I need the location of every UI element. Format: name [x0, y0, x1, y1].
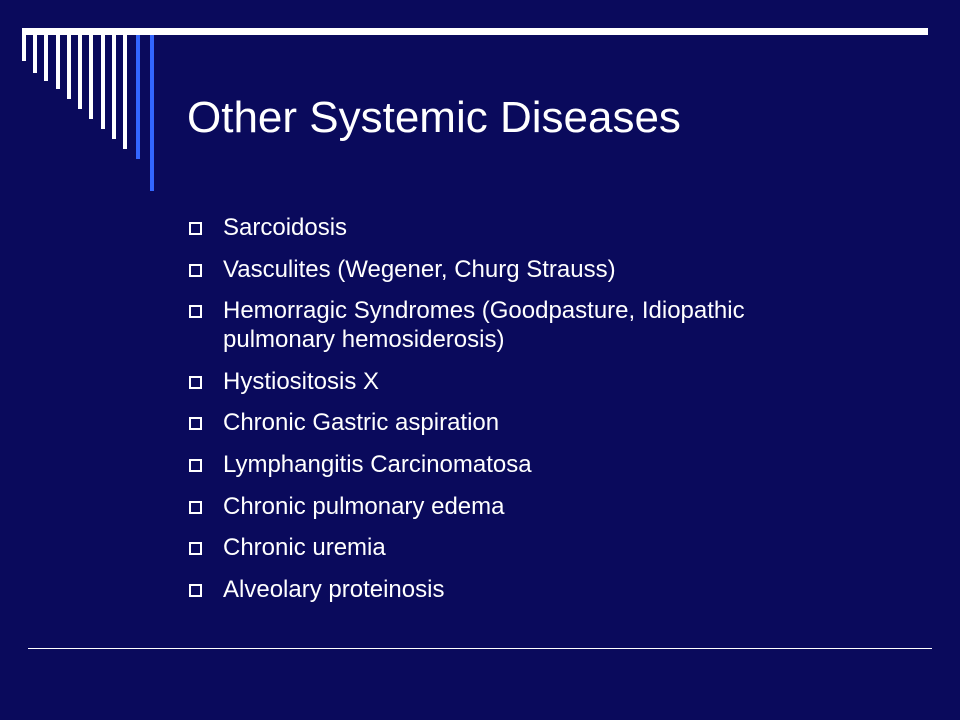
decorative-bar — [33, 35, 37, 73]
bullet-text: Chronic pulmonary edema — [223, 492, 505, 520]
bullet-text: Hystiositosis X — [223, 367, 380, 395]
decorative-bar — [136, 35, 140, 159]
hollow-square-icon — [189, 222, 202, 235]
decorative-bar — [89, 35, 93, 119]
decorative-bar — [78, 35, 82, 109]
hollow-square-icon — [189, 459, 202, 472]
bullet-text: Hemorragic Syndromes (Goodpasture, Idiopathic pulmonary hemosiderosis) — [223, 297, 745, 354]
bullet-item — [186, 296, 783, 354]
decorative-bar — [101, 35, 105, 129]
bullet-text: Chronic uremia — [223, 534, 386, 562]
decorative-bar — [67, 35, 71, 99]
bottom-rule — [28, 648, 932, 649]
decorative-bar — [150, 35, 154, 191]
decorative-bar — [56, 35, 60, 89]
hollow-square-icon — [189, 376, 202, 389]
hollow-square-icon — [189, 501, 202, 514]
slide-title: Other Systemic Diseases — [187, 93, 681, 142]
bullet-item — [186, 575, 926, 604]
decorative-bar — [123, 35, 127, 149]
bullet-item — [186, 408, 926, 437]
bullet-item — [186, 533, 926, 562]
bullet-text: Lymphangitis Carcinomatosa — [223, 450, 532, 478]
bullet-text: Alveolary proteinosis — [223, 575, 445, 603]
decorative-bars — [0, 0, 200, 200]
hollow-square-icon — [189, 584, 202, 597]
bullet-list — [186, 213, 926, 616]
hollow-square-icon — [189, 542, 202, 555]
decorative-bar — [44, 35, 48, 81]
bullet-text: Sarcoidosis — [223, 214, 348, 241]
bullet-item — [186, 450, 926, 479]
hollow-square-icon — [189, 417, 202, 430]
hollow-square-icon — [189, 305, 202, 318]
decorative-bar — [22, 35, 26, 61]
bullet-text: Chronic Gastric aspiration — [223, 409, 500, 437]
bullet-text: Vasculites (Wegener, Churg Strauss) — [223, 255, 616, 283]
bullet-item — [186, 492, 926, 521]
decorative-bar — [112, 35, 116, 139]
hollow-square-icon — [189, 264, 202, 277]
bullet-item — [186, 255, 926, 284]
bullet-item — [186, 213, 926, 242]
bullet-item — [186, 367, 926, 396]
